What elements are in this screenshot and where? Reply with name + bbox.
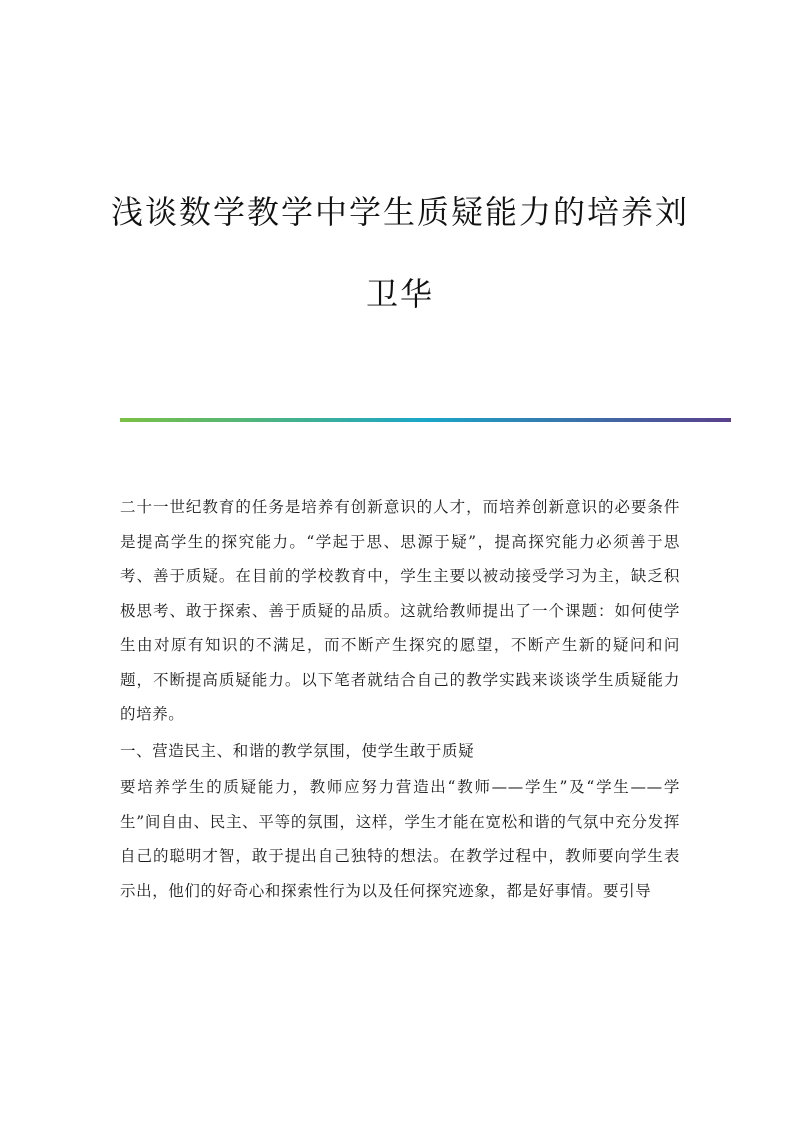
document-body xyxy=(120,490,680,908)
paragraph-intro: 二十一世纪教育的任务是培养有创新意识的人才，而培养创新意识的必要条件是提高学生的探究能力。“学起于思、思源于疑”，提高探究能力必须善于思考、善于质疑。在目前的学校教育中，学生主要以被动接受学习为主，缺乏积极思考、敢于探索、善于质疑的品质。这就给教师提出了一个课题：如何使学生由对原有知识的不满足，而不断产生探究的愿望，不断产生新的疑问和问题，不断提高质疑能力。以下笔者就结合自己的教学实践来谈谈学生质疑能力的培养。 xyxy=(120,498,680,723)
title-line-2: 卫华 xyxy=(365,275,434,313)
title-divider xyxy=(120,418,731,422)
section-heading-1: 一、营造民主、和谐的教学氛围，使学生敢于质疑 xyxy=(120,741,475,760)
paragraph-section-1: 要培养学生的质疑能力，教师应努力营造出“教师——学生”及“学生——学生”间自由、民主、平等的氛围，这样，学生才能在宽松和谐的气氛中充分发挥自己的聪明才智，敢于提出自己独特的想法。在教学过程中，教师要向学生表示出，他们的好奇心和探索性行为以及任何探究迹象，都是好事情。要引导 xyxy=(120,778,680,900)
title-line-1: 浅谈数学教学中学生质疑能力的培养刘 xyxy=(110,193,689,231)
